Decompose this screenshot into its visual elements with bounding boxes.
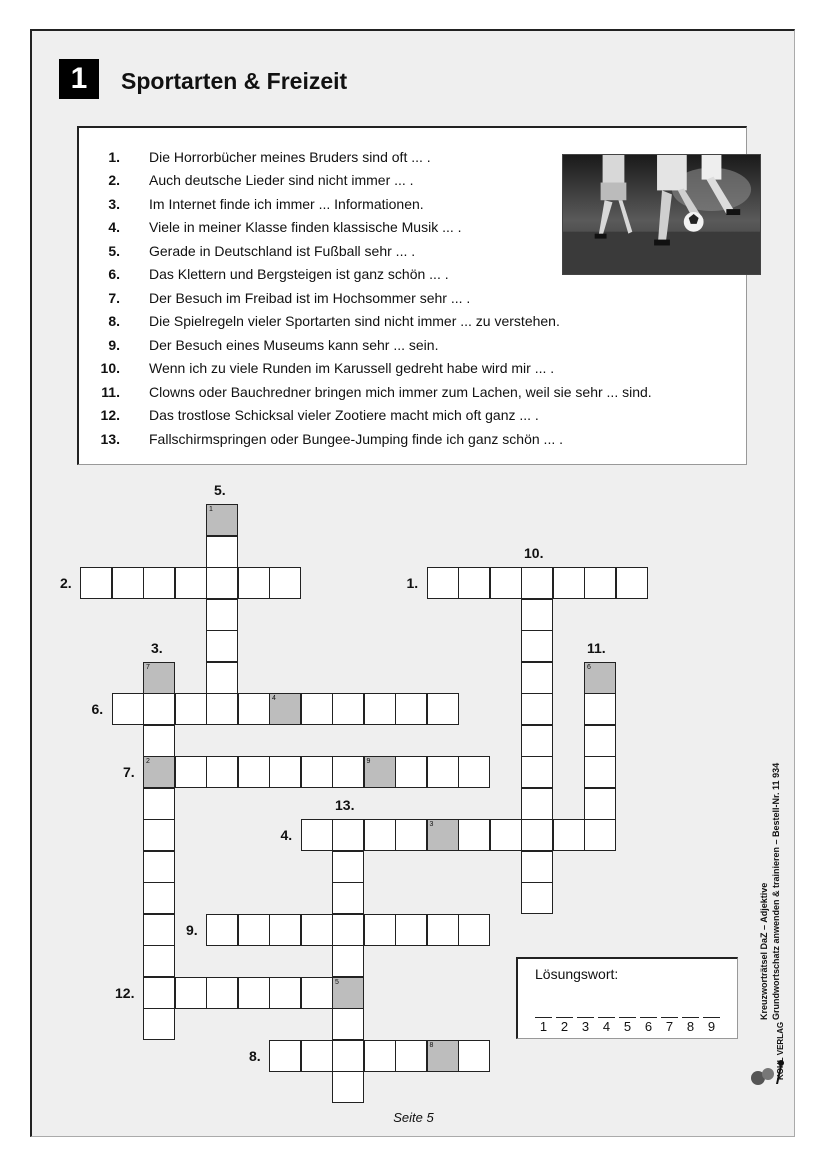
crossword-cell[interactable] <box>490 819 522 851</box>
crossword-cell[interactable] <box>427 693 459 725</box>
crossword-cell[interactable] <box>301 914 333 946</box>
crossword-cell[interactable] <box>395 756 427 788</box>
crossword-cell[interactable] <box>364 693 396 725</box>
crossword-cell[interactable] <box>206 504 238 536</box>
solution-slot[interactable]: 4 <box>598 1017 615 1034</box>
clue-text: Das Klettern und Bergsteigen ist ganz schön ... . <box>149 266 449 282</box>
crossword-cell[interactable] <box>143 819 175 851</box>
crossword-cell[interactable] <box>332 756 364 788</box>
crossword-cell[interactable] <box>364 914 396 946</box>
crossword-cell[interactable] <box>458 819 490 851</box>
crossword-cell[interactable] <box>521 882 553 914</box>
crossword-cell[interactable] <box>332 1071 364 1103</box>
sidebar-subtitle: Grundwortschatz anwenden & trainieren – Bestell-Nr. 11 934 <box>771 762 781 1020</box>
crossword-cell[interactable] <box>332 882 364 914</box>
crossword-cell[interactable] <box>332 851 364 883</box>
solution-slot[interactable]: 9 <box>703 1017 720 1034</box>
crossword-cell[interactable] <box>395 819 427 851</box>
clue-text: Die Spielregeln vieler Sportarten sind nicht immer ... zu verstehen. <box>149 313 560 329</box>
sidebar-imprint <box>758 763 782 1020</box>
crossword-cell[interactable] <box>143 851 175 883</box>
crossword-cell[interactable] <box>395 1040 427 1072</box>
crossword-cell[interactable] <box>112 567 144 599</box>
crossword-cell[interactable] <box>364 756 396 788</box>
clue-text: Viele in meiner Klasse finden klassische Musik ... . <box>149 219 462 235</box>
crossword-cell[interactable] <box>332 914 364 946</box>
crossword-cell[interactable] <box>584 788 616 820</box>
solution-slot[interactable]: 3 <box>577 1017 594 1034</box>
crossword-cell[interactable] <box>269 756 301 788</box>
unit-number-badge: 1 <box>59 59 99 99</box>
sidebar-series: Kreuzworträtsel DaZ – Adjektive <box>759 882 769 1020</box>
crossword-cell[interactable] <box>332 819 364 851</box>
crossword-cell[interactable] <box>143 977 175 1009</box>
clue-number: 11. <box>101 384 120 400</box>
crossword-cell[interactable] <box>616 567 648 599</box>
crossword-cell[interactable] <box>427 1040 459 1072</box>
crossword-cell[interactable] <box>364 1040 396 1072</box>
crossword-cell[interactable] <box>238 914 270 946</box>
crossword-cell[interactable] <box>584 756 616 788</box>
crossword-cell[interactable] <box>458 1040 490 1072</box>
word-label: 7. <box>123 764 135 780</box>
clue-text: Auch deutsche Lieder sind nicht immer ... . <box>149 172 414 188</box>
crossword-cell[interactable] <box>143 725 175 757</box>
word-label: 4. <box>280 827 293 843</box>
solution-slot[interactable]: 2 <box>556 1017 573 1034</box>
word-label: 3. <box>151 639 163 656</box>
crossword-cell[interactable] <box>80 567 112 599</box>
crossword-cell[interactable] <box>175 756 207 788</box>
crossword-cell[interactable] <box>521 788 553 820</box>
page-number: Seite 5 <box>393 1110 434 1125</box>
crossword-cell[interactable] <box>395 693 427 725</box>
crossword-cell[interactable] <box>206 756 238 788</box>
clue-text: Die Horrorbücher meines Bruders sind oft ... . <box>149 149 431 165</box>
clue-text: Das trostlose Schicksal vieler Zootiere macht mich oft ganz ... . <box>149 407 539 423</box>
crossword-cell[interactable] <box>301 977 333 1009</box>
crossword-cell[interactable] <box>427 914 459 946</box>
crossword-cell[interactable] <box>143 662 175 694</box>
crossword-cell[interactable] <box>143 914 175 946</box>
crossword-cell[interactable] <box>269 1040 301 1072</box>
crossword-cell[interactable] <box>332 945 364 977</box>
crossword-cell[interactable] <box>332 977 364 1009</box>
clue-number: 3. <box>108 196 120 212</box>
crossword-cell[interactable] <box>301 756 333 788</box>
crossword-cell[interactable] <box>521 567 553 599</box>
word-label: 12. <box>115 984 135 1001</box>
clue-text: Fallschirmspringen oder Bungee-Jumping finde ich ganz schön ... . <box>149 431 563 447</box>
crossword-cell[interactable] <box>521 630 553 662</box>
crossword-cell[interactable] <box>206 977 238 1009</box>
word-label: 9. <box>186 921 198 938</box>
clue-number: 12. <box>100 407 120 423</box>
solution-index: 5 <box>335 978 339 986</box>
crossword-cell[interactable] <box>238 977 270 1009</box>
crossword-cell[interactable] <box>332 693 364 725</box>
crossword-cell[interactable] <box>427 756 459 788</box>
crossword-cell[interactable] <box>364 819 396 851</box>
crossword-cell[interactable] <box>521 693 553 725</box>
clue-number: 8. <box>108 313 120 329</box>
solution-slot[interactable]: 8 <box>682 1017 699 1034</box>
crossword-cell[interactable] <box>143 567 175 599</box>
word-label: 8. <box>249 1047 261 1064</box>
clue-number: 6. <box>108 266 120 282</box>
clue-text: Der Besuch eines Museums kann sehr ... sein. <box>149 337 439 353</box>
solution-index: 7 <box>146 663 150 671</box>
crossword-cell[interactable] <box>143 945 175 977</box>
crossword-cell[interactable] <box>427 567 459 599</box>
solution-label: Lösungswort: <box>535 966 619 982</box>
crossword-cell[interactable] <box>553 819 585 851</box>
crossword-cell[interactable] <box>301 819 333 851</box>
clue-text: Wenn ich zu viele Runden im Karussell gedreht habe wird mir ... . <box>149 360 555 376</box>
solution-index: 8 <box>429 1041 434 1049</box>
solution-index: 3 <box>429 821 434 828</box>
solution-index: 6 <box>587 663 591 671</box>
clue-text: Der Besuch im Freibad ist im Hochsommer sehr ... . <box>149 290 471 306</box>
clue-text: Im Internet finde ich immer ... Informationen. <box>149 196 424 212</box>
crossword-cell[interactable] <box>206 599 238 631</box>
solution-slot[interactable]: 1 <box>535 1017 552 1034</box>
solution-index: 4 <box>272 695 276 702</box>
crossword-cell[interactable] <box>427 819 459 851</box>
word-label: 2. <box>60 575 72 591</box>
solution-index: 9 <box>366 758 371 765</box>
crossword-cell[interactable] <box>521 725 553 757</box>
crossword-cell[interactable] <box>269 977 301 1009</box>
crossword-cell[interactable] <box>206 914 238 946</box>
crossword-cell[interactable] <box>553 567 585 599</box>
clue-number: 1. <box>108 149 120 165</box>
word-label: 11. <box>587 639 606 656</box>
crossword-cell[interactable] <box>584 725 616 757</box>
clue-number: 4. <box>108 219 120 235</box>
crossword-cell[interactable] <box>206 536 238 568</box>
crossword-cell[interactable] <box>490 567 522 599</box>
crossword-cell[interactable] <box>143 882 175 914</box>
word-label: 1. <box>406 575 419 591</box>
crossword-cell[interactable] <box>175 977 207 1009</box>
word-label: 6. <box>91 701 104 717</box>
word-label: 5. <box>214 482 226 498</box>
crossword-cell[interactable] <box>206 693 238 725</box>
crossword-cell[interactable] <box>521 756 553 788</box>
crossword-cell[interactable] <box>175 567 207 599</box>
crossword-cell[interactable] <box>238 567 270 599</box>
crossword-cell[interactable] <box>584 662 616 694</box>
clue-number: 10. <box>100 360 120 376</box>
crossword-cell[interactable] <box>269 693 301 725</box>
page-title: Sportarten & Freizeit <box>121 68 348 94</box>
crossword-cell[interactable] <box>458 756 490 788</box>
crossword-cell[interactable] <box>269 914 301 946</box>
crossword-cell[interactable] <box>521 662 553 694</box>
crossword-cell[interactable] <box>206 662 238 694</box>
crossword-cell[interactable] <box>332 1008 364 1040</box>
crossword-cell[interactable] <box>143 693 175 725</box>
clue-text: Gerade in Deutschland ist Fußball sehr ... . <box>149 243 416 259</box>
word-label: 10. <box>524 545 544 561</box>
solution-index: 2 <box>146 758 150 765</box>
crossword-cell[interactable] <box>238 693 270 725</box>
crossword-cell[interactable] <box>301 693 333 725</box>
crossword-cell[interactable] <box>112 693 144 725</box>
crossword-cell[interactable] <box>206 630 238 662</box>
crossword-cell[interactable] <box>584 693 616 725</box>
crossword-cell[interactable] <box>143 756 175 788</box>
publisher-name: KOHL VERLAG <box>776 1021 785 1080</box>
crossword-cell[interactable] <box>269 567 301 599</box>
crossword-cell[interactable] <box>301 1040 333 1072</box>
crossword-cell[interactable] <box>206 567 238 599</box>
crossword-cell[interactable] <box>143 788 175 820</box>
crossword-cell[interactable] <box>458 914 490 946</box>
solution-box <box>516 957 738 1039</box>
clue-number: 13. <box>100 431 120 447</box>
crossword-cell[interactable] <box>332 1040 364 1072</box>
crossword-cell[interactable] <box>521 819 553 851</box>
clue-number: 5. <box>108 243 120 259</box>
crossword-cell[interactable] <box>458 567 490 599</box>
crossword-cell[interactable] <box>143 1008 175 1040</box>
crossword-cell[interactable] <box>395 914 427 946</box>
solution-slot[interactable]: 5 <box>619 1017 636 1034</box>
clue-number: 9. <box>108 337 120 353</box>
solution-slot[interactable]: 6 <box>640 1017 657 1034</box>
crossword-cell[interactable] <box>521 851 553 883</box>
solution-index: 1 <box>209 506 213 513</box>
solution-slot[interactable]: 7 <box>661 1017 678 1034</box>
crossword-cell[interactable] <box>175 693 207 725</box>
clue-text: Clowns oder Bauchredner bringen mich immer zum Lachen, weil sie sehr ... sind. <box>149 384 652 400</box>
crossword-cell[interactable] <box>584 567 616 599</box>
clue-number: 7. <box>108 290 120 306</box>
crossword-cell[interactable] <box>238 756 270 788</box>
clue-number: 2. <box>108 172 120 188</box>
crossword-cell[interactable] <box>584 819 616 851</box>
crossword-cell[interactable] <box>521 599 553 631</box>
word-label: 13. <box>335 797 355 813</box>
